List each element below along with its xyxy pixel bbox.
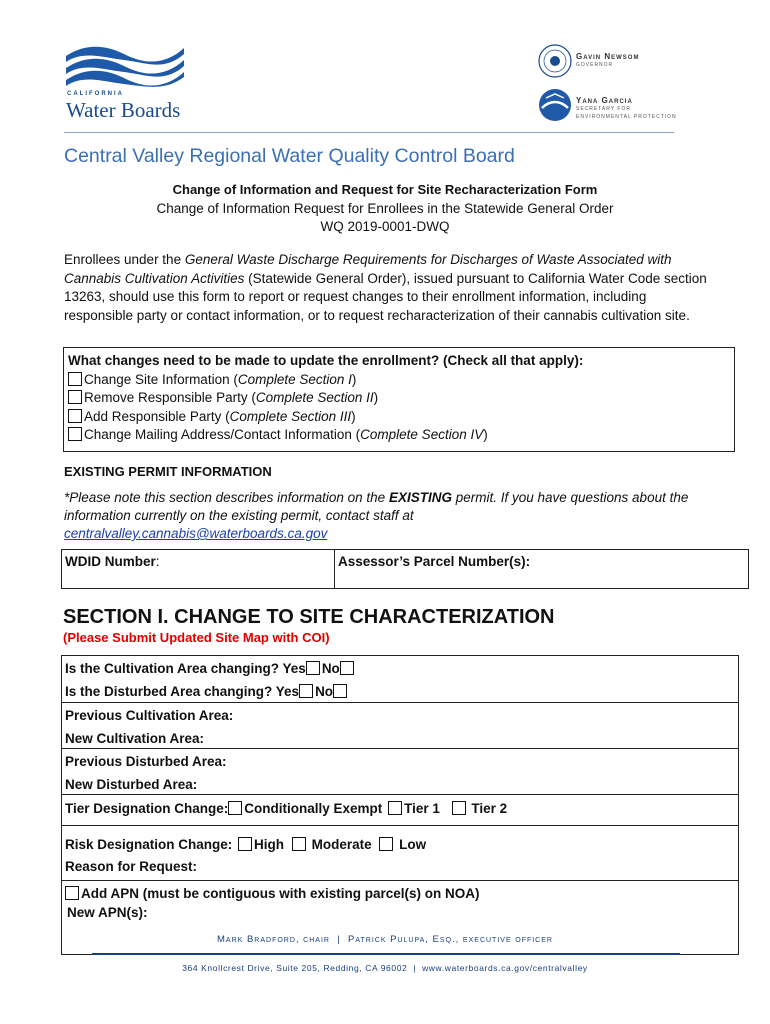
- existing-permit-heading: EXISTING PERMIT INFORMATION: [64, 464, 272, 479]
- footer-street: 364 Knollcrest Drive, Suite 205, Redding, CA 96002: [182, 963, 408, 973]
- intro-order-name: General Waste Discharge Requirements for Discharges of Waste Associated with Cannabis Cultivation Activities: [64, 252, 672, 286]
- tier-label: Tier Designation Change:: [65, 801, 229, 816]
- prev-disturbed-field[interactable]: Previous Disturbed Area:: [65, 754, 227, 769]
- secretary-title-line1: SECRETARY FOR: [576, 106, 631, 112]
- tier-1-checkbox[interactable]: [388, 801, 402, 815]
- add-apn-label: Add APN (must be contiguous with existing parcel(s) on NOA): [81, 886, 480, 901]
- secretary-row: [538, 88, 698, 132]
- new-apn-field[interactable]: New APN(s):: [67, 905, 148, 920]
- intro-paragraph: [64, 251, 714, 325]
- board-title: Central Valley Regional Water Quality Control Board: [64, 145, 515, 167]
- risk-option-label: Moderate: [311, 837, 372, 852]
- existing-permit-table: [61, 549, 749, 589]
- site-characterization-table: [61, 655, 739, 955]
- disturbed-area-row: [62, 749, 738, 795]
- prev-cultivation-field[interactable]: Previous Cultivation Area:: [65, 708, 234, 723]
- change-option-remove-party: [68, 389, 730, 408]
- risk-moderate-checkbox[interactable]: [292, 837, 306, 851]
- change-option-label: Change Site Information (: [84, 371, 238, 387]
- footer-website[interactable]: www.waterboards.ca.gov/centralvalley: [422, 963, 588, 973]
- footer-address: [0, 963, 770, 973]
- note-bold: EXISTING: [388, 490, 452, 505]
- change-option-close: ): [483, 427, 488, 442]
- disturbed-question-label: Is the Disturbed Area changing? Yes: [65, 684, 300, 699]
- officials-block: [538, 44, 698, 132]
- change-option-site: [68, 371, 730, 390]
- section-1-subheading: (Please Submit Updated Site Map with COI): [63, 630, 330, 645]
- new-disturbed-field[interactable]: New Disturbed Area:: [65, 777, 198, 792]
- footer-chair: Mark Bradford, chair: [217, 934, 330, 945]
- add-party-checkbox[interactable]: [68, 409, 82, 423]
- area-change-row: [62, 656, 738, 703]
- change-option-close: ): [373, 390, 379, 405]
- change-option-label: Change Mailing Address/Contact Information (: [84, 427, 361, 442]
- footer-names: [0, 934, 770, 945]
- tier-option-label: Conditionally Exempt: [244, 801, 383, 816]
- cultivation-no-checkbox[interactable]: [340, 661, 354, 675]
- change-site-checkbox[interactable]: [68, 372, 82, 386]
- add-apn-checkbox[interactable]: [65, 886, 79, 900]
- change-option-section: Complete Section III: [229, 408, 352, 424]
- risk-option-label: High: [254, 837, 285, 852]
- reason-field[interactable]: Reason for Request:: [65, 859, 198, 874]
- tier-option-label: Tier 1: [404, 801, 440, 816]
- wdid-colon: :: [155, 554, 160, 569]
- changes-checklist: [63, 347, 735, 452]
- apn-field[interactable]: Assessor’s Parcel Number(s):: [338, 554, 531, 569]
- table-divider: [334, 550, 335, 588]
- risk-option-label: Low: [399, 837, 427, 852]
- governor-row: [538, 44, 698, 88]
- wdid-field[interactable]: [65, 554, 160, 569]
- remove-party-checkbox[interactable]: [68, 390, 82, 404]
- cultivation-area-row: [62, 703, 738, 749]
- section-1-heading: SECTION I. CHANGE TO SITE CHARACTERIZATION: [63, 606, 555, 628]
- add-apn-option: [65, 886, 480, 901]
- state-seal-icon: [538, 44, 572, 78]
- disturbed-question: [65, 684, 349, 699]
- wave-icon: [64, 42, 186, 92]
- disturbed-no-checkbox[interactable]: [333, 684, 347, 698]
- tier-designation: [65, 801, 507, 816]
- governor-title: GOVERNOR: [576, 62, 614, 68]
- change-option-close: ): [351, 371, 357, 387]
- tier-2-checkbox[interactable]: [452, 801, 466, 815]
- note-part2: permit. If you have questions about the information currently on the existing permit, contact staff at: [64, 490, 689, 523]
- change-option-section: Complete Section II: [255, 390, 374, 405]
- footer-separator: |: [413, 963, 417, 973]
- water-boards-logo: [64, 42, 194, 124]
- intro-part2: (Statewide General Order), issued pursuant to California Water Code section 13263, should use this form to report or request changes to their enrollment information, including responsible party or contact information, or to request recharacterization of their cannabis cultivation site.: [64, 270, 707, 323]
- form-subtitle: Change of Information Request for Enrollees in the Statewide General Order: [156, 201, 614, 216]
- contact-email-link[interactable]: centralvalley.cannabis@waterboards.ca.gov: [64, 526, 328, 541]
- tier-row: [62, 795, 738, 826]
- no-label: No: [321, 661, 340, 676]
- footer-separator: |: [337, 934, 341, 945]
- wdid-label: WDID Number: [65, 554, 156, 569]
- change-option-section: Complete Section IV: [360, 427, 484, 442]
- risk-low-checkbox[interactable]: [379, 837, 393, 851]
- change-option-label: Add Responsible Party (: [84, 408, 230, 424]
- governor-name: Gavin Newsom: [576, 52, 640, 61]
- secretary-name: Yana Garcia: [576, 96, 633, 105]
- changes-question: What changes need to be made to update the enrollment? (Check all that apply):: [68, 353, 584, 368]
- change-option-mailing: [68, 426, 730, 445]
- logo-state: CALIFORNIA: [67, 91, 124, 97]
- intro-part1: Enrollees under the: [64, 252, 185, 267]
- no-label: No: [315, 684, 334, 699]
- cultivation-yes-checkbox[interactable]: [306, 661, 320, 675]
- tier-option-label: Tier 2: [471, 801, 508, 816]
- change-option-close: ): [351, 408, 356, 424]
- cultivation-question: [65, 661, 356, 676]
- note-part1: *Please note this section describes information on the: [64, 490, 389, 505]
- disturbed-yes-checkbox[interactable]: [299, 684, 313, 698]
- change-option-add-party: [68, 408, 730, 427]
- risk-label: Risk Designation Change:: [65, 837, 233, 852]
- risk-row: [62, 826, 738, 881]
- cultivation-question-label: Is the Cultivation Area changing? Yes: [65, 661, 306, 676]
- header-divider: [64, 132, 674, 133]
- tier-cond-exempt-checkbox[interactable]: [228, 801, 242, 815]
- footer-divider: [92, 953, 680, 955]
- logo-name: Water Boards: [66, 98, 181, 122]
- calepa-seal-icon: [538, 88, 572, 122]
- footer-officer: Patrick Pulupa, Esq., executive officer: [348, 934, 553, 945]
- change-option-section: Complete Section I: [237, 371, 352, 387]
- change-option-label: Remove Responsible Party (: [84, 390, 256, 405]
- existing-note: [64, 489, 724, 543]
- risk-designation: [65, 837, 426, 852]
- secretary-title-line2: ENVIRONMENTAL PROTECTION: [576, 114, 677, 120]
- new-cultivation-field[interactable]: New Cultivation Area:: [65, 731, 205, 746]
- form-title: Change of Information and Request for Site Recharacterization Form: [172, 182, 598, 197]
- change-mailing-checkbox[interactable]: [68, 427, 82, 441]
- risk-high-checkbox[interactable]: [238, 837, 252, 851]
- order-number: WQ 2019-0001-DWQ: [320, 219, 450, 234]
